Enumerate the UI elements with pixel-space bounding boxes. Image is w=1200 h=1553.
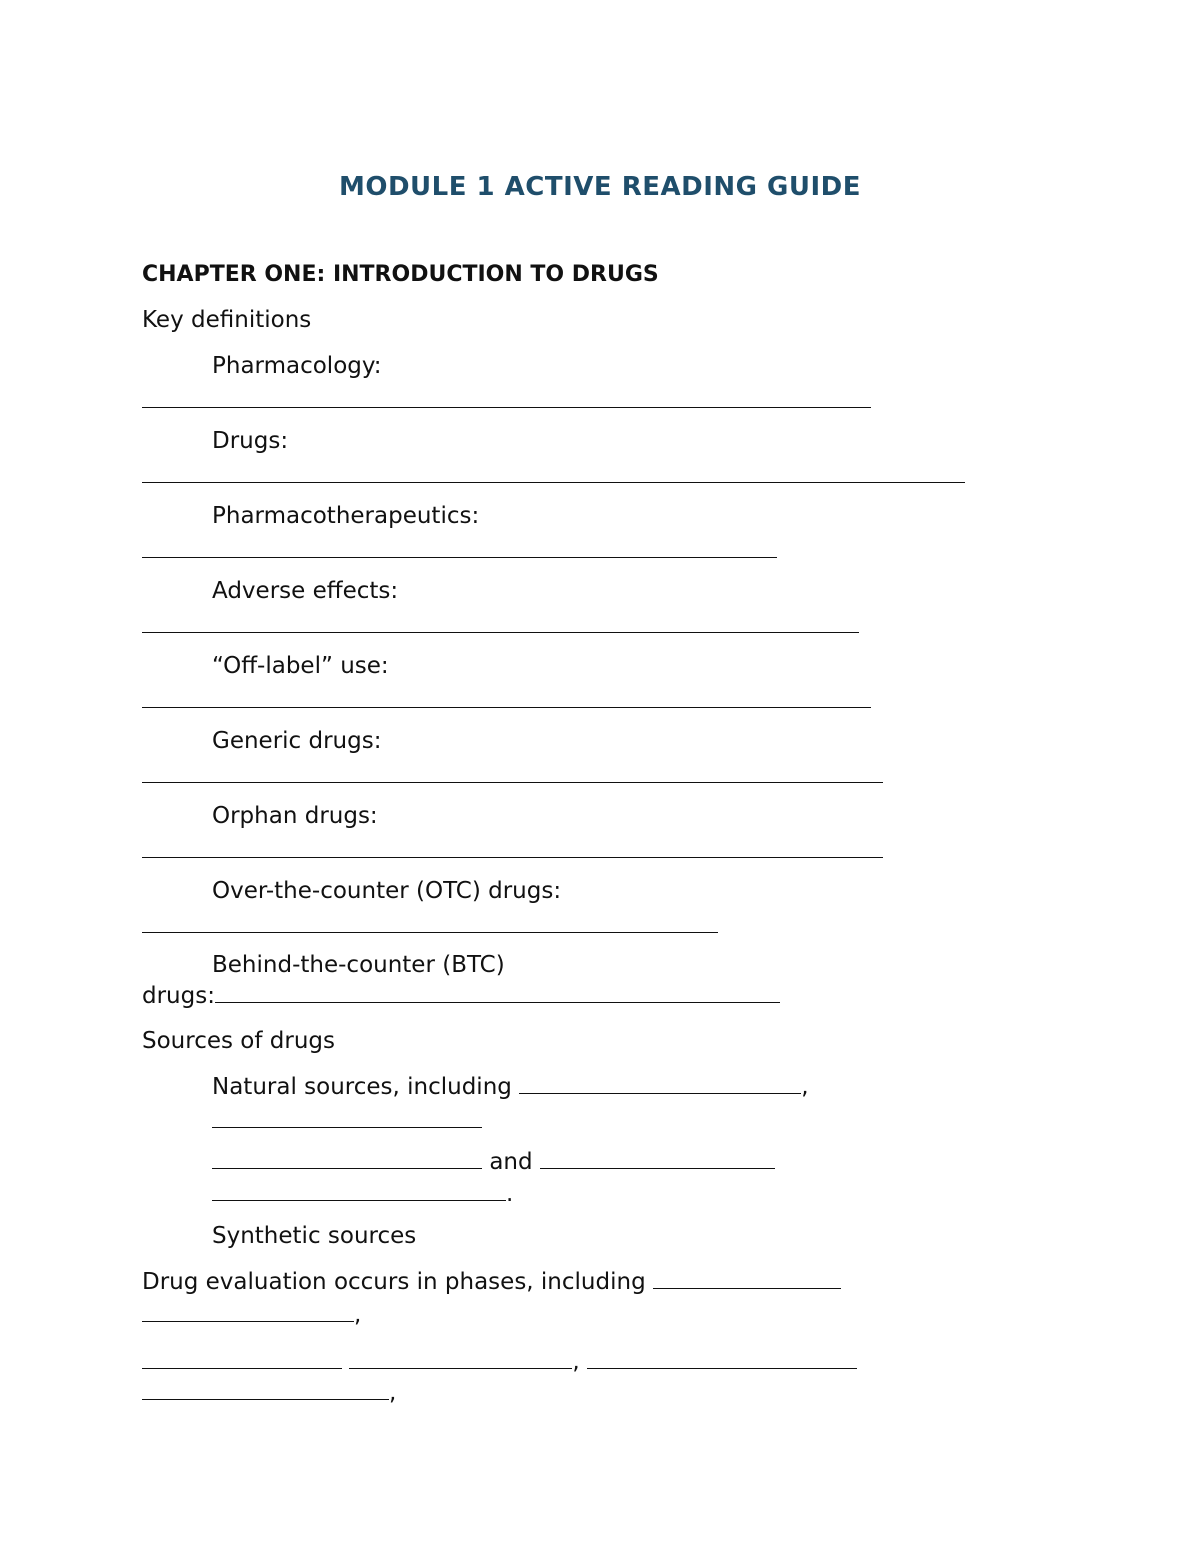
answer-line-off-label-use[interactable] (142, 707, 871, 708)
comma-1: , (801, 1074, 809, 1100)
period: . (506, 1181, 514, 1207)
answer-blank-phase-3[interactable] (142, 1346, 342, 1369)
answer-blank-phase-1[interactable] (653, 1266, 841, 1289)
answer-blank-natural-1[interactable] (519, 1071, 801, 1094)
answer-line-otc-drugs[interactable] (142, 932, 718, 933)
comma-4: , (389, 1380, 397, 1406)
definition-pharmacology: Pharmacology: (212, 353, 382, 379)
definition-adverse-effects: Adverse effects: (212, 578, 399, 604)
answer-line-drugs[interactable] (142, 482, 965, 483)
comma-3: , (572, 1349, 580, 1375)
answer-blank-phase-6[interactable] (142, 1377, 389, 1400)
answer-blank-phase-5[interactable] (587, 1346, 857, 1369)
answer-blank-phase-2[interactable] (142, 1299, 354, 1322)
key-definitions-heading: Key definitions (142, 307, 312, 333)
answer-blank-natural-4[interactable] (540, 1146, 775, 1169)
definition-pharmacotherapeutics: Pharmacotherapeutics: (212, 503, 480, 529)
answer-line-btc-drugs[interactable] (215, 980, 780, 1003)
and-word: and (489, 1149, 533, 1175)
sources-heading: Sources of drugs (142, 1028, 335, 1054)
chapter-heading: CHAPTER ONE: INTRODUCTION TO DRUGS (142, 262, 659, 287)
answer-line-generic-drugs[interactable] (142, 782, 883, 783)
definition-btc-drugs-line1: Behind-the-counter (BTC) (212, 952, 505, 978)
document-title: MODULE 1 ACTIVE READING GUIDE (338, 172, 862, 202)
answer-blank-natural-2[interactable] (212, 1127, 482, 1128)
answer-line-adverse-effects[interactable] (142, 632, 859, 633)
answer-line-pharmacology[interactable] (142, 407, 871, 408)
comma-2: , (354, 1302, 362, 1328)
answer-line-pharmacotherapeutics[interactable] (142, 557, 777, 558)
btc-drugs-label: drugs: (142, 983, 215, 1009)
evaluation-line-2 (142, 1299, 361, 1330)
natural-sources-line (212, 1071, 809, 1102)
evaluation-label: Drug evaluation occurs in phases, including (142, 1269, 646, 1295)
answer-line-orphan-drugs[interactable] (142, 857, 883, 858)
definition-generic-drugs: Generic drugs: (212, 728, 382, 754)
natural-sources-and-line (212, 1146, 775, 1177)
answer-blank-phase-4[interactable] (349, 1346, 572, 1369)
definition-btc-drugs-line2 (142, 980, 780, 1011)
definition-otc-drugs: Over-the-counter (OTC) drugs: (212, 878, 562, 904)
definition-drugs: Drugs: (212, 428, 289, 454)
evaluation-line (142, 1266, 841, 1297)
natural-sources-label: Natural sources, including (212, 1074, 512, 1100)
answer-blank-natural-3[interactable] (212, 1146, 482, 1169)
evaluation-line-4 (142, 1377, 396, 1408)
definition-off-label-use: “Off-label” use: (212, 653, 389, 679)
natural-sources-end-line (212, 1178, 513, 1209)
definition-orphan-drugs: Orphan drugs: (212, 803, 378, 829)
evaluation-line-3 (142, 1346, 857, 1377)
synthetic-sources: Synthetic sources (212, 1223, 417, 1249)
answer-blank-natural-5[interactable] (212, 1178, 506, 1201)
